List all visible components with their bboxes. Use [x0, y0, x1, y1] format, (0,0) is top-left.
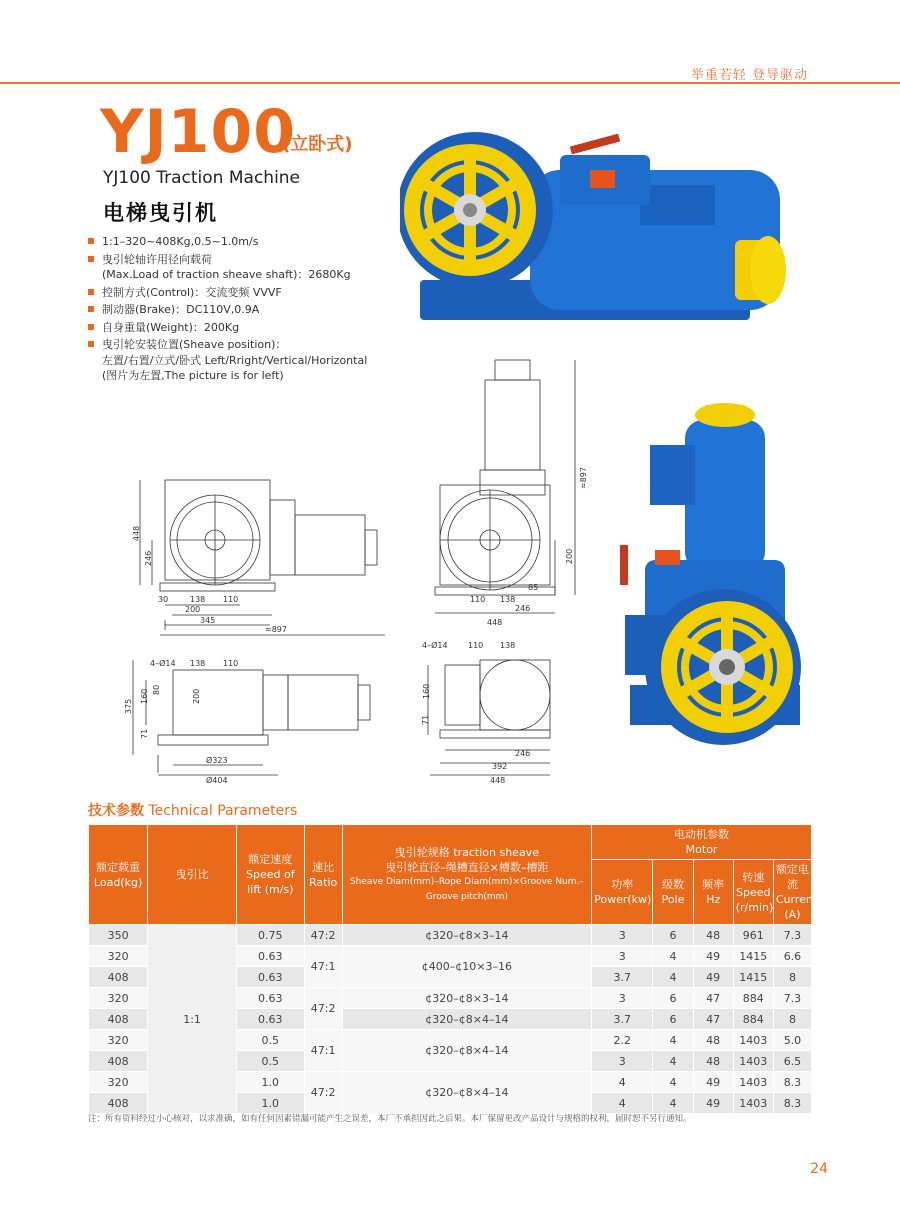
spec-item: 控制方式(Control)：交流变频 VVVF: [88, 285, 388, 301]
header-sheave: 曳引轮规格 traction sheave 曳引轮直径–绳槽直径×槽数–槽距 Sheave Diam(mm)–Rope Diam(mm)×Groove Num.–Groove pitch(mm): [342, 825, 591, 925]
dim-71: 71: [140, 728, 149, 739]
header-speed: 额定速度 Speed of lift (m/s): [236, 825, 304, 925]
model-name: YJ100: [100, 97, 297, 167]
spec-item: 1:1–320~408Kg,0.5~1.0m/s: [88, 234, 388, 250]
dim-160: 160: [140, 688, 149, 704]
header-motor: 电动机参数 Motor: [592, 825, 812, 860]
header-slogan: 举重若轻 登导驱动: [690, 68, 808, 83]
bullet-icon: [88, 324, 94, 330]
header-load: 额定载重 Load(kg): [89, 825, 148, 925]
section-title-cn: 技术参数: [88, 803, 144, 819]
dim-897: ≈897: [579, 467, 588, 489]
header-rpm: 转速 Speed (r/min): [733, 860, 773, 925]
table-row: 320 0.5 47:1 ¢320–¢8×4–14 2.2 4 48 1403 5.0: [89, 1030, 812, 1051]
dim-246: 246: [144, 550, 153, 566]
bullet-icon: [88, 238, 94, 244]
model-suffix: (立卧式): [282, 134, 353, 155]
spec-item: 曳引轮安装位置(Sheave position)： 左置/右置/立式/卧式 Left/Rright/Vertical/Horizontal (图片为左置,The picture is for left): [88, 337, 388, 384]
header-rope-ratio: 曳引比: [148, 825, 237, 925]
dim-404: Ø404: [206, 776, 228, 785]
header-pole: 级数 Pole: [653, 860, 693, 925]
dim-323: Ø323: [206, 756, 228, 765]
bullet-icon: [88, 306, 94, 312]
dim-110: 110: [468, 641, 484, 650]
table-row: 408 0.63 ¢320–¢8×4–14 3.7 6 47 884 8: [89, 1009, 812, 1030]
table-row: 320 1.0 47:2 ¢320–¢8×4–14 4 4 49 1403 8.3: [89, 1072, 812, 1093]
dim-160: 160: [422, 683, 431, 699]
section-title: [88, 800, 297, 820]
dim-200: 200: [565, 548, 574, 564]
bullet-icon: [88, 256, 94, 262]
dim-448: 448: [487, 618, 503, 627]
header-current: 额定电流 Current (A): [773, 860, 811, 925]
machine-photo-vertical: [605, 395, 805, 750]
table-row: 408 0.63 3.7 4 49 1415 8: [89, 967, 812, 988]
drawing-top-view-2: [420, 635, 565, 785]
dim-375: 375: [124, 698, 133, 714]
table-row: 408 0.5 3 4 48 1403 6.5: [89, 1051, 812, 1072]
page-number: 24: [810, 1161, 828, 1177]
dim-448: 448: [490, 776, 506, 785]
dim-138: 138: [500, 641, 516, 650]
dim-4-14: 4–Ø14: [422, 641, 448, 650]
dim-138: 138: [190, 659, 206, 668]
dim-448: 448: [132, 525, 141, 541]
dim-200: 200: [185, 605, 201, 614]
bullet-icon: [88, 341, 94, 347]
drawing-top-view: [118, 655, 398, 785]
spec-item: 自身重量(Weight)：200Kg: [88, 320, 388, 336]
dim-246: 246: [515, 604, 531, 613]
dim-246: 246: [515, 749, 531, 758]
dim-138: 138: [500, 595, 516, 604]
dim-345: 345: [200, 616, 216, 625]
dim-4-14: 4–Ø14: [150, 659, 176, 668]
dim-85: 85: [528, 583, 539, 592]
bullet-icon: [88, 289, 94, 295]
table-row: 350 1:1 0.75 47:2 ¢320–¢8×3–14 3 6 48 961 7.3: [89, 925, 812, 946]
dim-110: 110: [223, 595, 239, 604]
dim-392: 392: [492, 762, 508, 771]
dim-30: 30: [158, 595, 169, 604]
parameter-table: [88, 824, 818, 1114]
dim-71: 71: [421, 714, 430, 725]
machine-photo-horizontal: [400, 110, 800, 335]
dim-110: 110: [223, 659, 239, 668]
drawing-side-view: [425, 355, 600, 630]
spec-item: 制动器(Brake)：DC110V,0.9A: [88, 302, 388, 318]
chinese-title: 电梯曳引机: [103, 201, 218, 225]
dim-80: 80: [152, 684, 161, 695]
dim-110: 110: [470, 595, 486, 604]
spec-item: 曳引轮轴许用径向载荷 (Max.Load of traction sheave shaft)：2680Kg: [88, 252, 388, 283]
spec-list: [88, 234, 388, 386]
dim-897: ≈897: [265, 625, 287, 634]
drawing-front-view: [130, 465, 400, 645]
table-row: 320 0.63 47:1 ¢400–¢10×3–16 3 4 49 1415 6.6: [89, 946, 812, 967]
header-hz: 频率 Hz: [693, 860, 733, 925]
english-title: YJ100 Traction Machine: [103, 168, 301, 188]
header-ratio: 速比 Ratio: [304, 825, 342, 925]
table-row: 408 1.0 4 4 49 1403 8.3: [89, 1093, 812, 1114]
header-power: 功率 Power(kw): [592, 860, 653, 925]
dim-138: 138: [190, 595, 206, 604]
dim-200: 200: [192, 688, 201, 704]
footnote: 注：所有资料经过小心核对，以求准确，如有任何因素错漏可能产生之误差，本厂不承担因此之后果。本厂保留更改产品设计与规格的权利，届时恕不另行通知。: [88, 1114, 692, 1124]
rope-ratio-cell: 1:1: [148, 925, 237, 1114]
section-title-en: Technical Parameters: [148, 803, 298, 819]
table-row: 320 0.63 47:2 ¢320–¢8×3–14 3 6 47 884 7.3: [89, 988, 812, 1009]
